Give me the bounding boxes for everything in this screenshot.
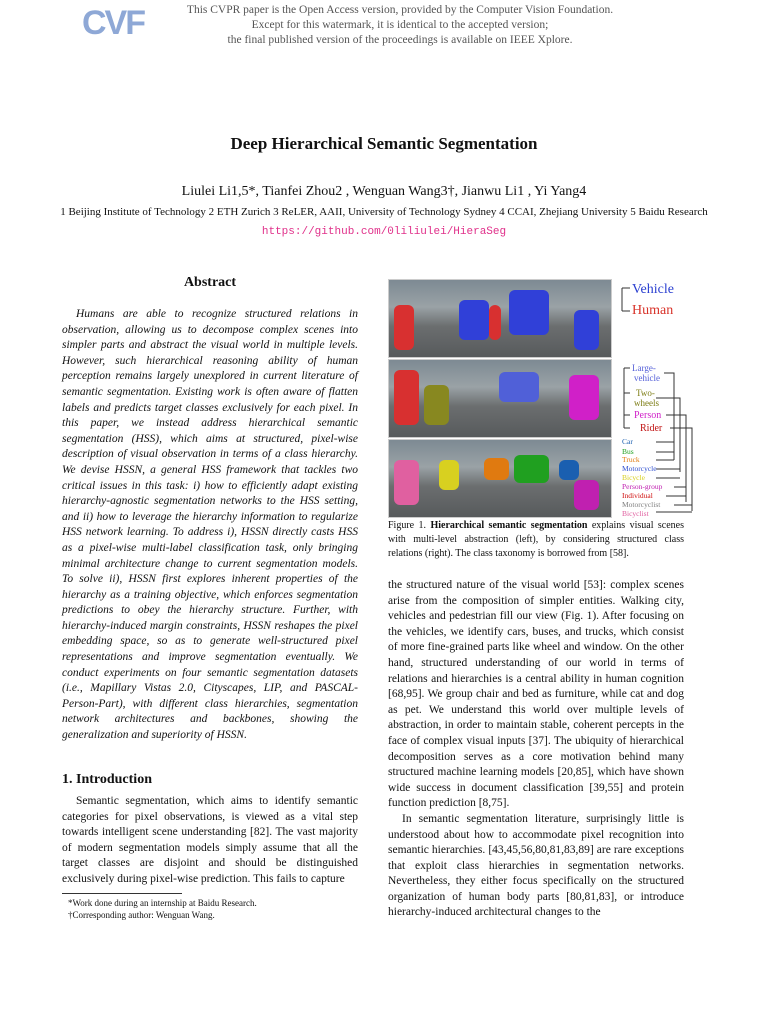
large-vehicle-mask [499,372,539,402]
vehicle-mask [574,310,599,350]
human-mask [489,305,501,340]
human-mask [394,305,414,350]
vehicle-mask [459,300,489,340]
taxonomy-human: Human [632,303,674,318]
taxonomy-bicyclist: Bicyclist [622,509,649,518]
section-heading-introduction: 1. Introduction [62,772,152,787]
bicycle-mask [439,460,459,490]
taxonomy-truck: Truck [622,455,640,464]
taxonomy-large-vehicle: Large- [632,363,656,373]
taxonomy-bus: Bus [622,447,634,456]
paper-authors: Liulei Li1,5*, Tianfei Zhou2 , Wenguan Wang3†, Jianwu Li1 , Yi Yang4 [181,184,587,199]
vehicle-mask [509,290,549,335]
watermark-line-2: Except for this watermark, it is identical to the accepted version; [251,19,549,31]
class-taxonomy-tree [612,276,712,518]
caption-label: Figure 1. [388,520,427,531]
person-mask [569,375,599,420]
taxonomy-vehicle: Vehicle [632,282,674,297]
taxonomy-person-group: Person-group [622,482,663,491]
paper-title: Deep Hierarchical Semantic Segmentation [230,134,538,153]
bus-mask [514,455,549,483]
footnote-internship: *Work done during an internship at Baidu Research. [68,898,257,908]
person-group-mask [574,480,599,510]
taxonomy-rider: Rider [640,423,663,434]
figure-image-level-3 [388,439,612,518]
car-mask [559,460,579,480]
watermark-line-3: the final published version of the proceedings is available on IEEE Xplore. [227,34,573,46]
caption-text: explains visual scenes with multi-level abstraction (left), by considering structured class relations (right). The class taxonomy is borrowed from [58]. [388,520,684,559]
paper-affiliations: 1 Beijing Institute of Technology 2 ETH Zurich 3 ReLER, AAII, University of Technology Sydney 4 CCAI, Zhejiang University 5 Baidu Research [60,206,708,218]
truck-mask [484,458,509,480]
taxonomy-two-wheels: Two- [636,388,655,398]
two-wheels-mask [424,385,449,425]
footnote-rule [62,893,182,894]
taxonomy-person: Person [634,410,662,421]
taxonomy-large-vehicle-2: vehicle [634,373,660,383]
abstract-text: Humans are able to recognize structured relations in observation, allowing us to decompose complex scenes into simpler parts and abstract the visual world in multiple levels. However, such hierarchical reasoning ability of human perception remains largely unexplored in current literature of semantic segmentation. Existing work is often aware of flatten labels and predicts target classes exclusively for each pixel. In this paper, we instead address hierarchical semantic segmentation (HSS), which aims at structured, pixel-wise description of visual observation in terms of a class hierarchy. We devise HSSN, a general HSS framework that tackles two critical issues in this task: i) how to efficiently adapt existing hierarchy-agnostic segmentation networks to the HSS setting, and ii) how to leverage the hierarchy information to regularize HSS network learning. To address i), HSSN directly casts HSS as a pixel-wise multi-label classification task, only bringing minimal architecture change to current segmentation models. To solve ii), HSSN first explores inherent properties of the hierarchy as a training objective, which enforces segmentation predictions to obey the hierarchy structure. Further, with hierarchy-induced margin constraints, HSSN reshapes the pixel embedding space, so as to generate well-structured pixel representations and improve segmentation eventually. We conduct experiments on four semantic segmentation datasets (i.e., Mapillary Vistas 2.0, Cityscapes, LIP, and PASCAL-Person-Part), with different class hierarchies, segmentation network architectures and backbones, showing the generalization and superiority of HSSN. [62,308,358,742]
bicyclist-mask [394,460,419,505]
taxonomy-bicycle: Bicycle [622,473,645,482]
body-paragraph: In semantic segmentation literature, surprisingly little is understood about how to accommodate pixel recognition into semantic hierarchies. [43,45,56,80,81,83,89] are rare exceptions that exploit class hierarchies in segmentation networks. Nevertheless, they either focus specifically on the structured organization of human body parts [80,81,83], or introduce hierarchy-induced architectural changes to the [388,812,684,919]
taxonomy-motorcycle: Motorcycle [622,464,657,473]
figure-caption [388,519,684,561]
body-paragraph: the structured nature of the visual world [53]: complex scenes arise from the composition of simpler entities. Walking city, vehicles and pedestrian fill our view (Fig. 1). After focusing on the vehicles, we identify cars, buses, and trucks, which consist of more fine-grained parts like wheel and window. On the other hand, structured understanding of our world in terms of relations and hierarchies is a central ability in human cognition [68,95]. We group chair and bed as furniture, while cat and dog as pet. We understand this world over multiple levels of abstraction, in order to maintain stable, coherent percepts in the face of complex visual inputs [37]. The ubiquity of hierarchical decomposition serves as a core motivation behind many structured machine learning models [20,85], which have shown wide success in document classification [39,55] and protein function prediction [8,75]. [388,579,684,810]
figure-image-level-1 [388,279,612,358]
taxonomy-two-wheels-2: wheels [634,398,659,408]
figure-image-level-2 [388,359,612,438]
cvf-logo: CVF [82,4,144,42]
taxonomy-car: Car [622,437,633,446]
abstract-heading: Abstract [183,275,237,290]
taxonomy-individual: Individual [622,491,653,500]
footnote-corresponding: †Corresponding author: Wenguan Wang. [68,910,215,920]
right-column-body [388,578,684,921]
watermark-line-1: This CVPR paper is the Open Access version, provided by the Computer Vision Foundation. [186,4,614,16]
code-url-link[interactable]: https://github.com/0liliulei/HieraSeg [261,226,507,238]
taxonomy-motorcyclist: Motorcyclist [622,500,661,509]
caption-bold: Hierarchical semantic segmentation [430,520,588,531]
intro-paragraph: Semantic segmentation, which aims to identify semantic categories for pixel observations, is viewed as a vital step towards intelligent scene understanding [82]. The vast majority of modern segmentation models simply assume that all the target classes are disjoint and should be distinguished exclusively during pixel-wise prediction. This fails to capture [62,795,358,885]
rider-mask [394,370,419,425]
